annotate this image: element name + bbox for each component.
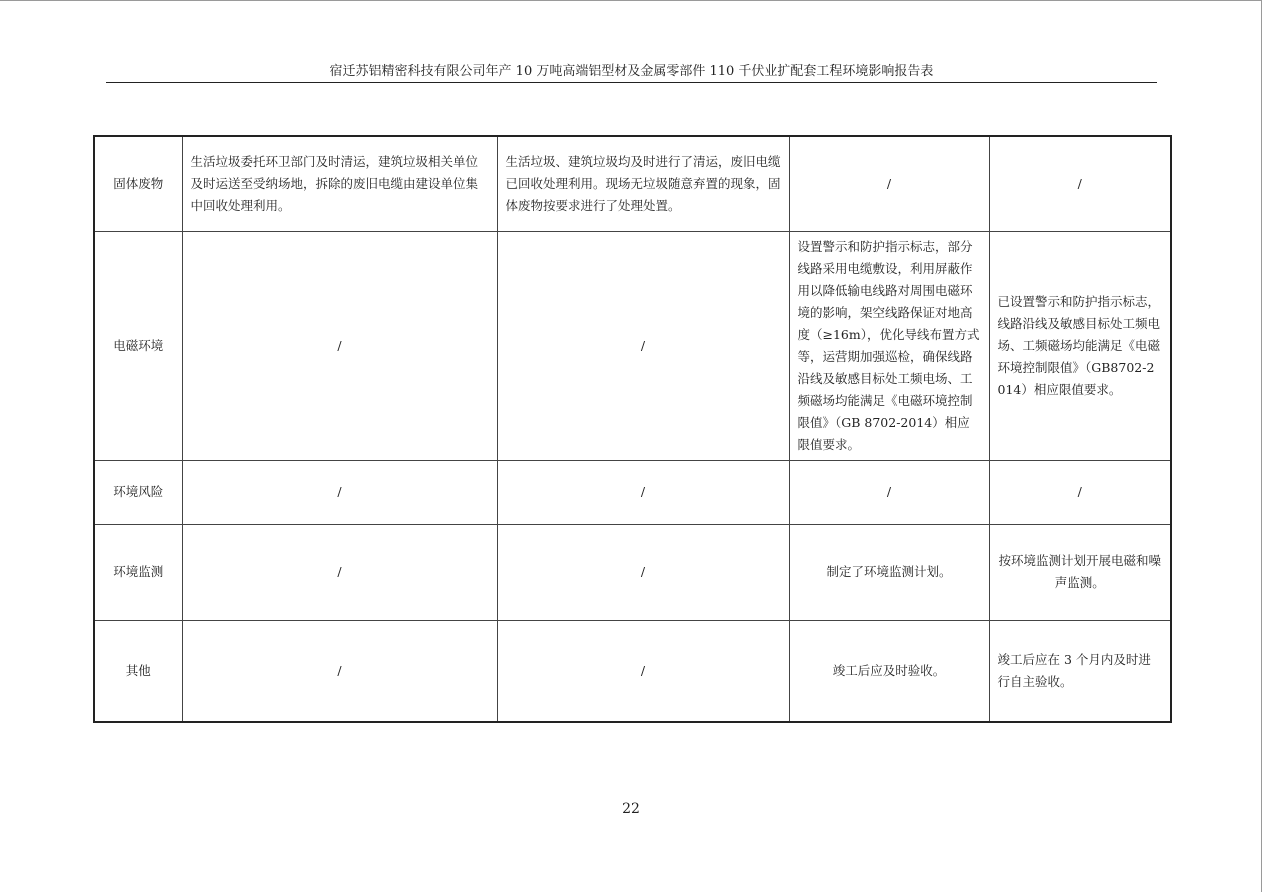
header-rule [106,82,1157,83]
table-cell: / [497,524,789,620]
row-category: 环境监测 [94,524,182,620]
table-cell: 按环境监测计划开展电磁和噪声监测。 [989,524,1171,620]
table-cell: 已设置警示和防护指示标志，线路沿线及敏感目标处工频电场、工频磁场均能满足《电磁环境控制限值》（GB8702-2014）相应限值要求。 [989,231,1171,460]
table-cell: / [989,460,1171,524]
row-category: 电磁环境 [94,231,182,460]
table-cell: / [182,620,497,722]
table-cell: 竣工后应及时验收。 [789,620,989,722]
table-cell: 竣工后应在 3 个月内及时进行自主验收。 [989,620,1171,722]
table-cell: / [497,231,789,460]
table-cell: / [789,460,989,524]
table-row-environmental-risk [94,460,1171,524]
page-number: 22 [622,801,640,817]
table-cell: 生活垃圾委托环卫部门及时清运，建筑垃圾相关单位及时运送至受纳场地，拆除的废旧电缆由建设单位集中回收处理利用。 [182,136,497,231]
table-cell: 制定了环境监测计划。 [789,524,989,620]
table-row-environmental-monitoring [94,524,1171,620]
table-cell: / [497,620,789,722]
table-cell: 生活垃圾、建筑垃圾均及时进行了清运，废旧电缆已回收处理利用。现场无垃圾随意弃置的现象，固体废物按要求进行了处理处置。 [497,136,789,231]
report-header-title: 宿迁苏铝精密科技有限公司年产 10 万吨高端铝型材及金属零部件 110 千伏业扩配套工程环境影响报告表 [329,64,934,79]
table-cell: / [182,524,497,620]
table-row-other [94,620,1171,722]
table-cell: / [789,136,989,231]
table-row-electromagnetic [94,231,1171,460]
table-cell: / [497,460,789,524]
table-cell: 设置警示和防护指示标志，部分线路采用电缆敷设，利用屏蔽作用以降低输电线路对周围电磁环境的影响，架空线路保证对地高度（≥16m），优化导线布置方式等，运营期加强巡检，确保线路沿线及敏感目标处工频电场、工频磁场均能满足《电磁环境控制限值》（GB 8702-2014）相应限值要求。 [789,231,989,460]
row-category: 其他 [94,620,182,722]
table-row-solid-waste [94,136,1171,231]
environmental-measures-table [93,135,1172,723]
page-frame-top [0,0,1262,1]
row-category: 固体废物 [94,136,182,231]
table-cell: / [182,231,497,460]
row-category: 环境风险 [94,460,182,524]
table-cell: / [182,460,497,524]
table-cell: / [989,136,1171,231]
